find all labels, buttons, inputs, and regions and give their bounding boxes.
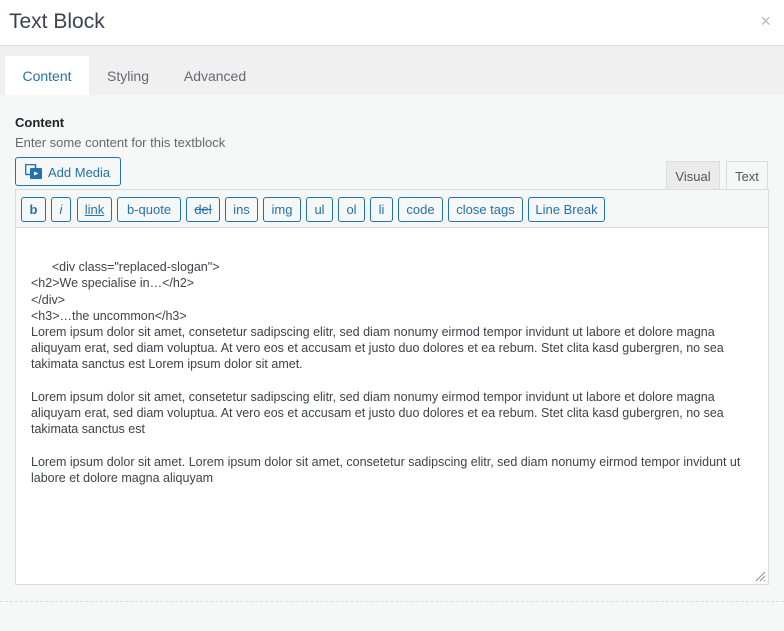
resize-handle-icon[interactable] xyxy=(754,570,766,582)
close-icon[interactable]: × xyxy=(760,11,771,31)
editor-content: <div class="replaced-slogan"> <h2>We specialise in…</h2> </div> <h3>…the uncommon</h3> Lorem ipsum dolor sit amet, consetetur sadipscing elitr, sed diam nonumy eirmod tempor invidunt ut labore et dolore magna aliquyam erat, sed diam voluptua. At vero eos et accusam et justo duo dolores et ea rebum. Stet clita kasd gubergren, no sea takimata sanctus est Lorem ipsum dolor sit amet. Lorem ipsum dolor sit amet, consetetur sadipscing elitr, sed diam nonumy eirmod tempor invidunt ut labore et dolore magna aliquyam erat, sed diam voluptua. At vero eos et accusam et justo duo dolores et ea rebum. Stet clita kasd gubergren, no sea takimata sanctus est Lorem ipsum dolor sit amet. Lorem ipsum dolor sit amet, consetetur sadipscing elitr, sed diam nonumy eirmod tempor invidunt ut labore et dolore magna aliquyam xyxy=(31,260,741,485)
qt-close-tags-button[interactable]: close tags xyxy=(448,197,523,222)
tab-styling[interactable]: Styling xyxy=(106,68,150,84)
qt-ol-button[interactable]: ol xyxy=(338,197,365,222)
tab-advanced[interactable]: Advanced xyxy=(183,68,247,84)
content-textarea[interactable] xyxy=(15,227,769,585)
qt-del-button[interactable]: del xyxy=(186,197,220,222)
editor-tab-text[interactable]: Text xyxy=(726,161,768,189)
add-media-label: Add Media xyxy=(48,165,111,180)
field-description: Enter some content for this textblock xyxy=(15,135,226,150)
qt-li-button[interactable]: li xyxy=(370,197,393,222)
media-icon xyxy=(25,164,43,180)
qt-italic-button[interactable]: i xyxy=(51,197,71,222)
editor-tab-visual[interactable]: Visual xyxy=(666,161,720,189)
qt-code-button[interactable]: code xyxy=(398,197,443,222)
qt-link-button[interactable]: link xyxy=(77,197,112,222)
field-label: Content xyxy=(15,115,65,130)
footer-divider xyxy=(0,601,784,602)
qt-img-button[interactable]: img xyxy=(263,197,301,222)
modal-header xyxy=(0,0,784,46)
qt-bquote-button[interactable]: b-quote xyxy=(117,197,181,222)
qt-ins-button[interactable]: ins xyxy=(225,197,258,222)
qt-line-break-button[interactable]: Line Break xyxy=(528,197,605,222)
add-media-button[interactable] xyxy=(15,157,121,186)
quicktags-toolbar xyxy=(15,189,769,227)
tab-bar xyxy=(0,46,784,95)
modal-body xyxy=(0,95,784,631)
qt-bold-button[interactable]: b xyxy=(21,197,46,222)
qt-ul-button[interactable]: ul xyxy=(306,197,333,222)
tab-content[interactable]: Content xyxy=(5,56,89,95)
modal-title: Text Block xyxy=(9,10,105,33)
